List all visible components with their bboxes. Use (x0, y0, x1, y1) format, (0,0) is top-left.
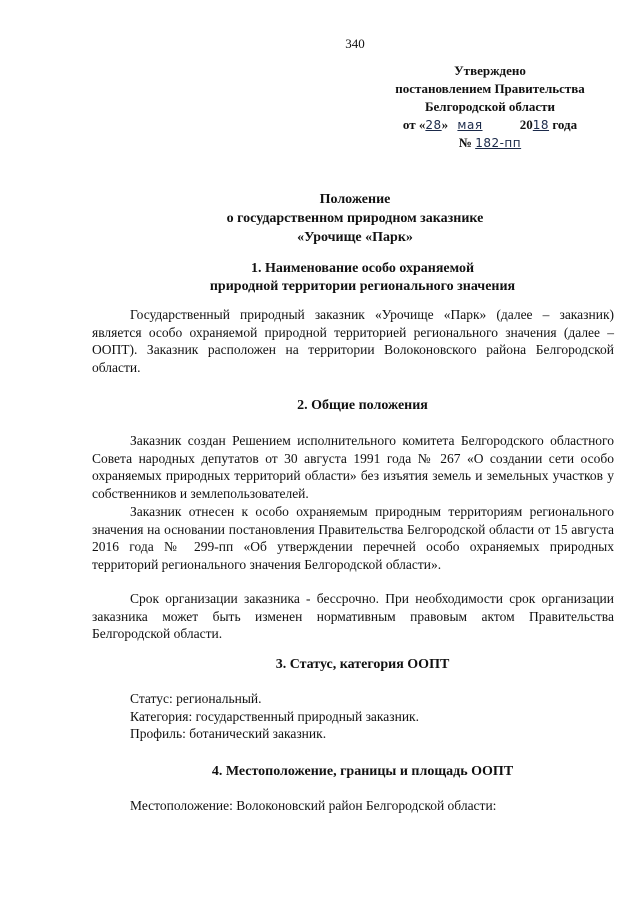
section-3-list (130, 690, 610, 743)
category-line: Категория: государственный природный заказник. (130, 708, 419, 724)
section-1-heading (0, 260, 640, 296)
location-line: Местоположение: Волоконовский район Белгородской области: (130, 798, 497, 813)
title-line-3: «Урочище «Парк» (297, 230, 413, 245)
section-1-heading-line-2: природной территории регионального значения (209, 279, 516, 294)
section-4-heading: 4. Местоположение, границы и площадь ООПТ (211, 764, 514, 779)
approval-number (370, 134, 610, 152)
date-month: мая (457, 118, 483, 132)
approval-line-region: Белгородской области (424, 99, 556, 114)
section-1-heading-line-1: 1. Наименование особо охраняемой (250, 261, 475, 276)
date-prefix: от « (402, 117, 426, 132)
section-2-paragraph-2: Заказник отнесен к особо охраняемым природным территориям регионального значения на основании постановления Правительства Белгородской области от 15 августа 2016 года № 299-пп «Об утверждении перечней особо охраняемых природных территорий регионального значения Белгородской области». (92, 504, 614, 572)
section-2-heading: 2. Общие положения (297, 398, 428, 413)
date-day: 28 (425, 118, 442, 132)
title-line-2: о государственном природном заказнике (226, 211, 484, 226)
approval-line-approved: Утверждено (454, 63, 526, 78)
section-3-heading: 3. Статус, категория ООПТ (275, 657, 450, 672)
date-year-word: года (549, 117, 578, 132)
document-title (0, 190, 640, 247)
title-line-1: Положение (319, 192, 391, 207)
date-year-suffix: 18 (532, 118, 550, 132)
section-1-paragraph-1: Государственный природный заказник «Урочище «Парк» (далее – заказник) является особо охраняемой природной территорией регионального значения (далее – ООПТ). Заказник расположен на территории Волоконовского района Белгородской области. (92, 307, 614, 375)
approval-date (370, 116, 610, 134)
section-2-paragraph-3: Срок организации заказника - бессрочно. При необходимости срок организации заказника может быть изменен нормативным правовым актом Правительства Белгородской области. (92, 591, 614, 642)
date-separator: » (441, 117, 452, 132)
number-prefix: № (458, 135, 476, 150)
number-value: 182-пп (475, 136, 522, 150)
profile-line: Профиль: ботанический заказник. (130, 726, 327, 742)
approval-block (370, 62, 610, 152)
date-year-prefix: 20 (516, 117, 533, 132)
page-number: 340 (345, 36, 365, 51)
approval-line-decree: постановлением Правительства (395, 81, 585, 96)
section-2-paragraph-1: Заказник создан Решением исполнительного комитета Белгородского областного Совета народных депутатов от 30 августа 1991 года № 267 «О создании сети особо охраняемых природных территорий области» без изъятия земель и земельных участков у собственников и землепользователей. (92, 433, 614, 501)
status-line: Статус: региональный. (130, 691, 262, 706)
